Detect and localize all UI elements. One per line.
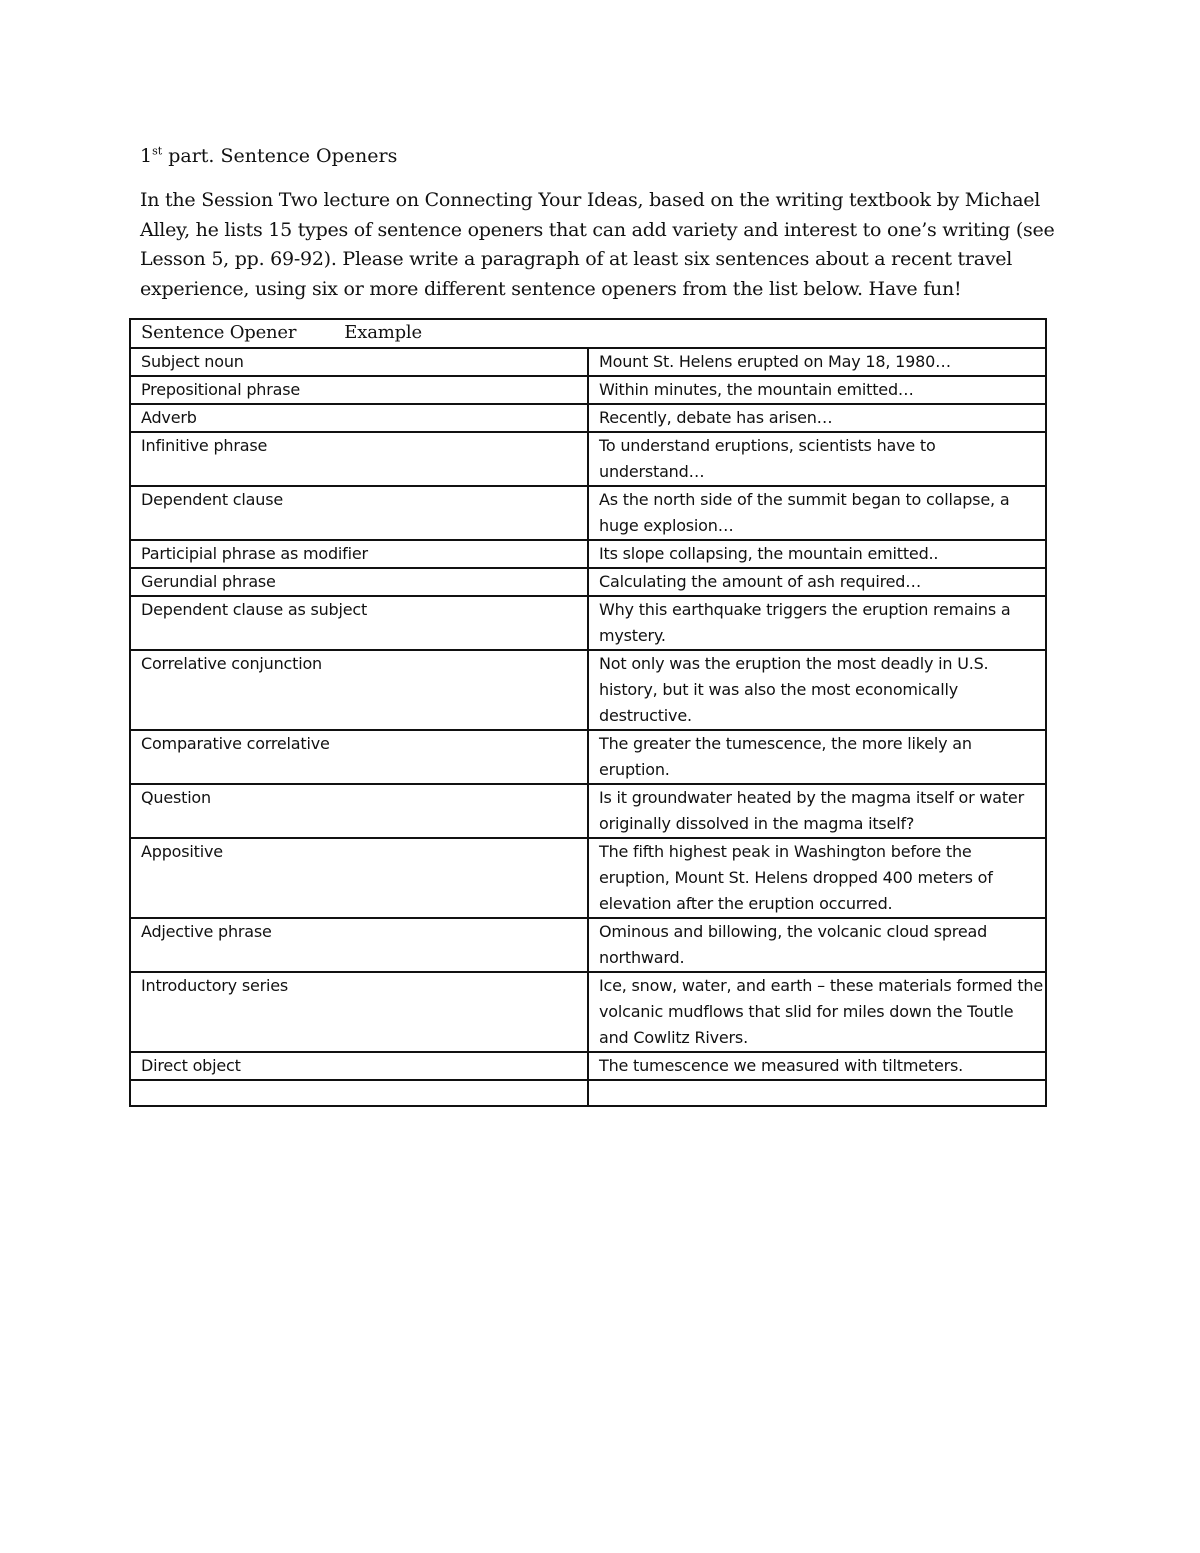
table-header-row xyxy=(130,319,1046,348)
heading-text: part. Sentence Openers xyxy=(162,145,398,167)
example-cell: Within minutes, the mountain emitted… xyxy=(588,376,1046,404)
table-row xyxy=(130,376,1046,404)
section-heading xyxy=(140,142,397,170)
example-cell: Not only was the eruption the most deadly in U.S. history, but it was also the most economically destructive. xyxy=(588,650,1046,730)
opener-cell: Gerundial phrase xyxy=(130,568,588,596)
example-cell: Is it groundwater heated by the magma itself or water originally dissolved in the magma itself? xyxy=(588,784,1046,838)
example-cell: Why this earthquake triggers the eruption remains a mystery. xyxy=(588,596,1046,650)
table-row xyxy=(130,486,1046,540)
opener-cell: Adverb xyxy=(130,404,588,432)
header-sentence-opener: Sentence Opener xyxy=(141,322,297,343)
opener-cell: Correlative conjunction xyxy=(130,650,588,730)
table-row xyxy=(130,404,1046,432)
example-cell: The greater the tumescence, the more likely an eruption. xyxy=(588,730,1046,784)
opener-cell: Comparative correlative xyxy=(130,730,588,784)
opener-cell: Appositive xyxy=(130,838,588,918)
heading-number: 1 xyxy=(140,145,153,167)
example-cell: Ice, snow, water, and earth – these materials formed the volcanic mudflows that slid for miles down the Toutle and Cowlitz Rivers. xyxy=(588,972,1046,1052)
header-example: Example xyxy=(344,322,422,343)
table-row xyxy=(130,730,1046,784)
example-cell: To understand eruptions, scientists have to understand… xyxy=(588,432,1046,486)
empty-table-row xyxy=(130,1080,1046,1106)
example-cell: The tumescence we measured with tiltmeters. xyxy=(588,1052,1046,1080)
empty-example-cell xyxy=(588,1080,1046,1106)
example-cell: Recently, debate has arisen… xyxy=(588,404,1046,432)
table-row xyxy=(130,1052,1046,1080)
table-row xyxy=(130,432,1046,486)
empty-opener-cell xyxy=(130,1080,588,1106)
sentence-openers-table xyxy=(129,318,1047,1107)
opener-cell: Question xyxy=(130,784,588,838)
example-cell: Its slope collapsing, the mountain emitted.. xyxy=(588,540,1046,568)
opener-cell: Dependent clause as subject xyxy=(130,596,588,650)
opener-cell: Dependent clause xyxy=(130,486,588,540)
opener-cell: Introductory series xyxy=(130,972,588,1052)
opener-cell: Direct object xyxy=(130,1052,588,1080)
opener-cell: Adjective phrase xyxy=(130,918,588,972)
example-cell: Mount St. Helens erupted on May 18, 1980… xyxy=(588,348,1046,376)
opener-cell: Prepositional phrase xyxy=(130,376,588,404)
opener-cell: Infinitive phrase xyxy=(130,432,588,486)
table-row xyxy=(130,972,1046,1052)
example-cell: Ominous and billowing, the volcanic cloud spread northward. xyxy=(588,918,1046,972)
intro-paragraph: In the Session Two lecture on Connecting Your Ideas, based on the writing textbook by Michael Alley, he lists 15 types of sentence openers that can add variety and interest to one’s writing (see Lesson 5, pp. 69-92). Please write a paragraph of at least six sentences about a recent travel experience, using six or more different sentence openers from the list below. Have fun! xyxy=(140,189,1055,300)
heading-superscript: st xyxy=(152,144,163,158)
table-row xyxy=(130,348,1046,376)
table-row xyxy=(130,784,1046,838)
example-cell: As the north side of the summit began to collapse, a huge explosion… xyxy=(588,486,1046,540)
opener-cell: Participial phrase as modifier xyxy=(130,540,588,568)
table-header-cell xyxy=(130,319,1046,348)
table-row xyxy=(130,596,1046,650)
table-row xyxy=(130,838,1046,918)
example-cell: The fifth highest peak in Washington before the eruption, Mount St. Helens dropped 400 meters of elevation after the eruption occurred. xyxy=(588,838,1046,918)
table-row xyxy=(130,650,1046,730)
table-row xyxy=(130,540,1046,568)
table-row xyxy=(130,568,1046,596)
opener-cell: Subject noun xyxy=(130,348,588,376)
table-row xyxy=(130,918,1046,972)
example-cell: Calculating the amount of ash required… xyxy=(588,568,1046,596)
